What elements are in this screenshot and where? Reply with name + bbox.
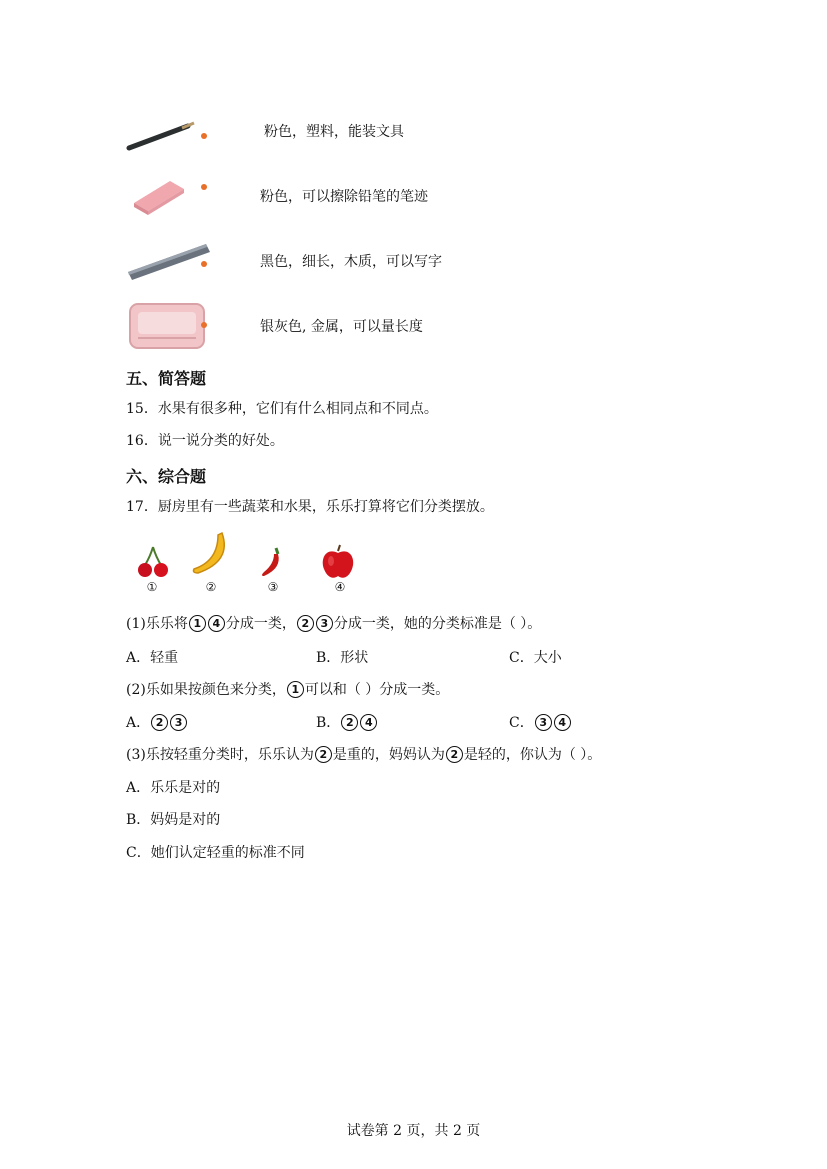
page-footer: 试卷第 2 页，共 2 页: [346, 1123, 481, 1139]
sub1-option-b[interactable]: B．形状: [316, 650, 369, 666]
description-3: 黑色，细长，木质，可以写字: [260, 254, 442, 270]
description-4: 银灰色, 金属，可以量长度: [260, 319, 423, 335]
chili-pepper-icon: [258, 546, 286, 578]
question-17: 17．厨房里有一些蔬菜和水果，乐乐打算将它们分类摆放。: [126, 499, 494, 515]
fruit-label-4: ④: [334, 580, 346, 594]
option-letter: C．: [509, 715, 534, 731]
sub-question-2-suffix: 可以和（ ）分成一类。: [304, 682, 450, 698]
circled-number: 3: [316, 615, 333, 632]
option-letter: B．: [316, 715, 341, 731]
fruit-label-3: ③: [267, 580, 279, 594]
sub-question-3-mid: 是重的，妈妈认为: [332, 747, 445, 763]
circled-number: 4: [208, 615, 225, 632]
circled-number: 3: [535, 714, 552, 731]
circled-number: 2: [297, 615, 314, 632]
sub3-option-c[interactable]: C．她们认定轻重的标准不同: [126, 845, 305, 861]
apple-icon: [320, 543, 356, 581]
sub-question-1-prefix: (1)乐乐将: [126, 616, 188, 632]
sub-question-3-prefix: (3)乐按轻重分类时，乐乐认为: [126, 747, 314, 763]
pencil-icon: [126, 118, 196, 154]
question-16: 16．说一说分类的好处。: [126, 433, 284, 449]
question-15: 15．水果有很多种，它们有什么相同点和不同点。: [126, 401, 438, 417]
connector-dot[interactable]: [201, 133, 207, 139]
eraser-icon: [130, 175, 186, 217]
connector-dot[interactable]: [201, 261, 207, 267]
sub2-option-b[interactable]: [316, 713, 378, 733]
sub2-option-a[interactable]: [126, 713, 188, 733]
option-letter: A．: [126, 715, 151, 731]
circled-number: 2: [446, 746, 463, 763]
sub1-option-a[interactable]: A．轻重: [126, 650, 179, 666]
banana-icon: [190, 531, 232, 577]
ruler-icon: [126, 240, 212, 282]
sub3-option-b[interactable]: B．妈妈是对的: [126, 812, 221, 828]
circled-number: 1: [189, 615, 206, 632]
circled-number: 3: [170, 714, 187, 731]
cherry-icon: [136, 545, 170, 579]
fruit-label-2: ②: [205, 580, 217, 594]
section-6-heading: 六、综合题: [126, 467, 207, 486]
sub-question-3: [126, 745, 601, 765]
sub2-option-c[interactable]: [509, 713, 572, 733]
sub-question-3-suffix: 是轻的，你认为（ ）。: [463, 747, 602, 763]
connector-dot[interactable]: [201, 322, 207, 328]
sub-question-1: [126, 614, 541, 634]
circled-number: 2: [315, 746, 332, 763]
sub-question-2: [126, 680, 449, 700]
circled-number: 4: [360, 714, 377, 731]
description-2: 粉色，可以擦除铅笔的笔迹: [260, 189, 428, 205]
circled-number: 4: [554, 714, 571, 731]
section-5-heading: 五、简答题: [126, 369, 207, 388]
circled-number: 2: [341, 714, 358, 731]
sub-question-1-suffix: 分成一类，她的分类标准是（ ）。: [333, 616, 542, 632]
sub-question-1-mid: 分成一类，: [225, 616, 296, 632]
sub3-option-a[interactable]: A．乐乐是对的: [126, 780, 221, 796]
sub1-option-c[interactable]: C．大小: [509, 650, 562, 666]
sub-question-2-prefix: (2)乐如果按颜色来分类，: [126, 682, 286, 698]
fruit-label-1: ①: [146, 580, 158, 594]
circled-number: 1: [287, 681, 304, 698]
description-1: 粉色，塑料，能装文具: [264, 124, 404, 140]
pencil-case-icon: [126, 300, 208, 352]
circled-number: 2: [151, 714, 168, 731]
connector-dot[interactable]: [201, 184, 207, 190]
